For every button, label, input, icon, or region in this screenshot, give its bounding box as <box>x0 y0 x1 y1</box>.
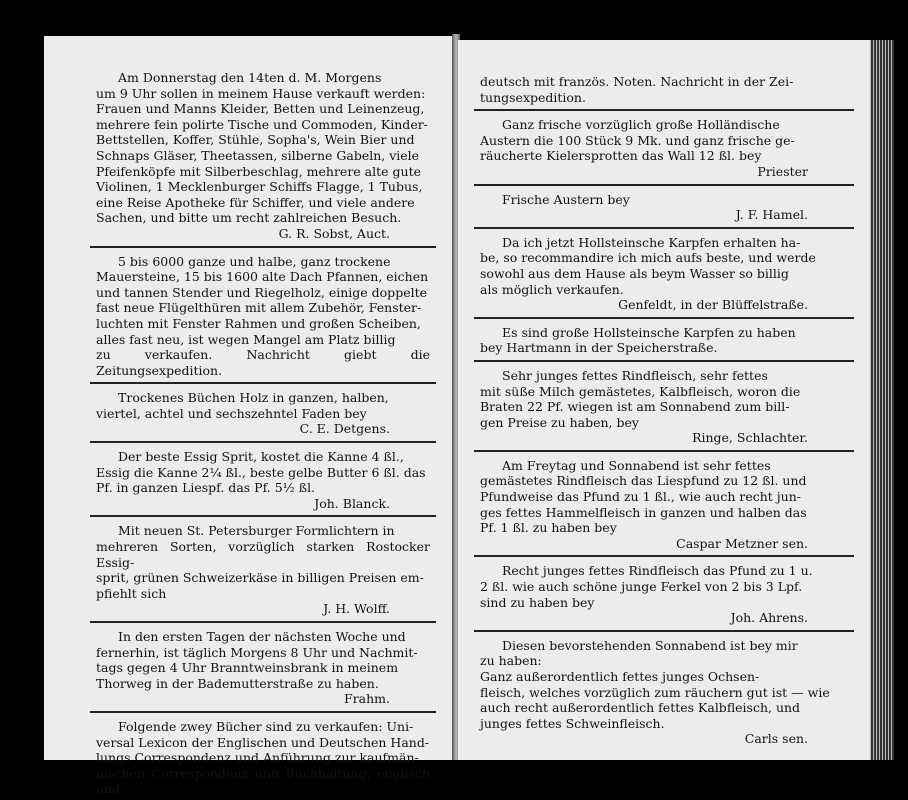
ad-text-line: sowohl aus dem Hause als beym Wasser so billig <box>480 265 789 281</box>
ad-signature: Frahm. <box>344 691 390 707</box>
ad-text-line: Recht junges fettes Rindfleisch das Pfund zu 1 u. <box>502 563 813 579</box>
ad-text-line: Mauersteine, 15 bis 1600 alte Dach Pfannen, eichen <box>96 269 429 285</box>
ad-separator-rule <box>474 360 854 362</box>
advertisement <box>480 325 848 356</box>
ad-signature: Priester <box>757 163 808 179</box>
ad-text-line: luchten mit Fenster Rahmen und großen Scheiben, <box>96 315 421 331</box>
ad-text-line: Am Freytag und Sonnabend ist sehr fettes <box>502 457 771 473</box>
ad-separator-rule <box>474 630 854 632</box>
ad-text-line: Sehr junges fettes Rindfleisch, sehr fettes <box>502 367 768 383</box>
ad-separator-rule <box>90 621 436 623</box>
ad-text-line: räucherte Kielersprotten das Wall 12 ßl. bey <box>480 148 762 164</box>
ad-separator-rule <box>474 317 854 319</box>
advertisement <box>96 719 430 797</box>
ad-text-line: alles fast neu, ist wegen Mangel am Platz billig <box>96 331 396 347</box>
ad-text-line: Pf. 1 ßl. zu haben bey <box>480 520 617 536</box>
ad-text-line: Da ich jetzt Hollsteinsche Karpfen erhalten ha- <box>502 234 801 250</box>
ad-text-line: Pfundweise das Pfund zu 1 ßl., wie auch recht jun- <box>480 489 801 505</box>
ad-separator-rule <box>90 515 436 517</box>
ad-text-line: deutsch mit französ. Noten. Nachricht in der Zei- <box>480 74 794 89</box>
ad-text-line: be, so recommandire ich mich aufs beste, und werde <box>480 250 816 266</box>
ad-text-line: Frische Austern bey <box>502 191 630 207</box>
ad-separator-rule <box>90 711 436 713</box>
right-page <box>458 40 870 760</box>
ad-separator-rule <box>474 109 854 111</box>
ad-signature: Caspar Metzner sen. <box>676 535 808 551</box>
ad-signature: Joh. Blanck. <box>314 495 390 511</box>
ad-text-line: Mit neuen St. Petersburger Formlichtern in <box>118 523 395 539</box>
advertisement <box>480 458 848 552</box>
advertisement <box>96 629 430 707</box>
ad-text-line: eine Reise Apotheke für Schiffer, und viele andere <box>96 194 415 210</box>
ad-text-line: Pf. in ganzen Liespf. das Pf. 5½ ßl. <box>96 480 316 496</box>
ad-separator-rule <box>474 555 854 557</box>
ad-separator-rule <box>90 382 436 384</box>
ad-separator-rule <box>90 441 436 443</box>
ad-signature: Genfeldt, in der Blüffelstraße. <box>618 297 808 313</box>
ad-signature: G. R. Sobst, Auct. <box>278 225 390 241</box>
ad-text-line: Violinen, 1 Mecklenburger Schiffs Flagge, 1 Tubus, <box>96 179 423 195</box>
ad-text-line: 2 ßl. wie auch schöne junge Ferkel von 2 bis 3 Lpf. <box>480 579 803 595</box>
ad-text-line: Ganz frische vorzüglich große Holländische <box>502 117 780 133</box>
ad-text-line: Braten 22 Pf. wiegen ist am Sonnabend zum bill- <box>480 399 790 415</box>
ad-text-line: Ganz außerordentlich fettes junges Ochsen- <box>480 669 760 684</box>
ad-text-line: Bettstellen, Koffer, Stühle, Sopha's, Wein Bier und <box>96 132 415 148</box>
left-page <box>44 36 456 797</box>
ad-text-line: pfiehlt sich <box>96 585 167 601</box>
ad-text-line: lungs Correspondenz und Anführung zur kaufmän- <box>96 750 419 766</box>
ad-text-line: Frauen und Manns Kleider, Betten und Leinenzeug, <box>96 101 425 117</box>
advertisement <box>96 70 430 242</box>
advertisement <box>480 368 848 446</box>
ad-text-line: fleisch, welches vorzüglich zum räuchern gut ist — wie <box>480 684 830 700</box>
ad-text-line: Diesen bevorstehenden Sonnabend ist bey mir <box>502 637 798 653</box>
ad-separator-rule <box>474 227 854 229</box>
ad-signature: Ringe, Schlachter. <box>692 430 808 446</box>
ad-text-line: tags gegen 4 Uhr Branntweinsbrank in meinem <box>96 660 399 676</box>
ad-text-line: als möglich verkaufen. <box>480 281 624 297</box>
ad-text-line: ges fettes Hammelfleisch in ganzen und halben das <box>480 504 807 520</box>
ad-text-line: zu verkaufen. Nachricht giebt die Zeitungsexpedition. <box>96 347 430 378</box>
ad-text-line: Es sind große Hollsteinsche Karpfen zu haben <box>502 324 796 340</box>
ad-text-line: viertel, achtel und sechszehntel Faden bey <box>96 405 367 421</box>
ad-text-line: junges fettes Schweinfleisch. <box>480 715 665 731</box>
advertisement <box>480 74 848 105</box>
advertisement <box>480 192 848 223</box>
advertisement <box>480 235 848 313</box>
advertisement <box>480 563 848 625</box>
ad-text-line: gemästetes Rindfleisch das Liespfund zu 12 ßl. und <box>480 473 807 489</box>
ad-text-line: tungsexpedition. <box>480 89 586 105</box>
ad-text-line: und tannen Stender und Riegelholz, einige doppelte <box>96 284 428 300</box>
ad-text-line: 5 bis 6000 ganze und halbe, ganz trockene <box>118 253 391 269</box>
advertisement <box>96 523 430 617</box>
ad-text-line: Folgende zwey Bücher sind zu verkaufen: Uni- <box>118 718 414 734</box>
advertisement <box>480 638 848 747</box>
advertisement <box>480 117 848 179</box>
ad-text-line: Am Donnerstag den 14ten d. M. Morgens <box>118 70 382 85</box>
ad-text-line: Pfeifenköpfe mit Silberbeschlag, mehrere alte gute <box>96 163 421 179</box>
ad-signature: Joh. Ahrens. <box>730 610 808 626</box>
ad-text-line: Austern die 100 Stück 9 Mk. und ganz frische ge- <box>480 132 795 148</box>
advertisement <box>96 254 430 379</box>
ad-text-line: fernerhin, ist täglich Morgens 8 Uhr und Nachmit- <box>96 644 418 660</box>
ad-separator-rule <box>474 184 854 186</box>
ad-text-line: versal Lexicon der Englischen und Deutschen Hand- <box>96 734 430 750</box>
ad-text-line: mehrere fein polirte Tische und Commoden, Kinder- <box>96 116 428 132</box>
ad-text-line: In den ersten Tagen der nächsten Woche und <box>118 629 406 644</box>
ad-text-line: auch recht außerordentlich fettes Kalbfleisch, und <box>480 700 801 716</box>
ad-text-line: Schnaps Gläser, Theetassen, silberne Gabeln, viele <box>96 147 420 163</box>
ad-text-line: mehreren Sorten, vorzüglich starken Rostocker Essig- <box>96 539 430 570</box>
ad-text-line: Essig die Kanne 2¼ ßl., beste gelbe Butter 6 ßl. das <box>96 464 426 480</box>
ad-text-line: fast neue Flügelthüren mit allem Zubehör, Fenster- <box>96 300 422 316</box>
ad-text-line: Trockenes Büchen Holz in ganzen, halben, <box>118 390 389 406</box>
ad-text-line: Thorweg in der Bademutterstraße zu haben. <box>96 675 379 691</box>
ad-text-line: zu haben: <box>480 653 542 669</box>
ad-text-line: mit süße Milch gemästetes, Kalbfleisch, woron die <box>480 383 801 399</box>
ad-text-line: um 9 Uhr sollen in meinem Hause verkauft werden: <box>96 85 426 101</box>
ad-text-line: bey Hartmann in der Speicherstraße. <box>480 340 718 356</box>
ad-text-line: nischen Correspondenz und Buchhaltung, englisch und <box>96 765 430 797</box>
ad-text-line: gen Preise zu haben, bey <box>480 414 639 430</box>
ad-signature: J. H. Wolff. <box>323 601 390 617</box>
ad-text-line: Der beste Essig Sprit, kostet die Kanne 4 ßl., <box>118 449 404 465</box>
page-edges <box>870 40 894 760</box>
ad-signature: J. F. Hamel. <box>735 207 808 223</box>
ad-signature: Carls sen. <box>744 731 808 747</box>
advertisement <box>96 449 430 511</box>
ad-separator-rule <box>474 450 854 452</box>
ad-text-line: sprit, grünen Schweizerkäse in billigen Preisen em- <box>96 570 424 586</box>
ad-text-line: Sachen, und bitte um recht zahlreichen Besuch. <box>96 210 402 226</box>
advertisement <box>96 390 430 437</box>
ad-separator-rule <box>90 246 436 248</box>
ad-text-line: sind zu haben bey <box>480 594 595 610</box>
ad-signature: C. E. Detgens. <box>299 421 390 437</box>
